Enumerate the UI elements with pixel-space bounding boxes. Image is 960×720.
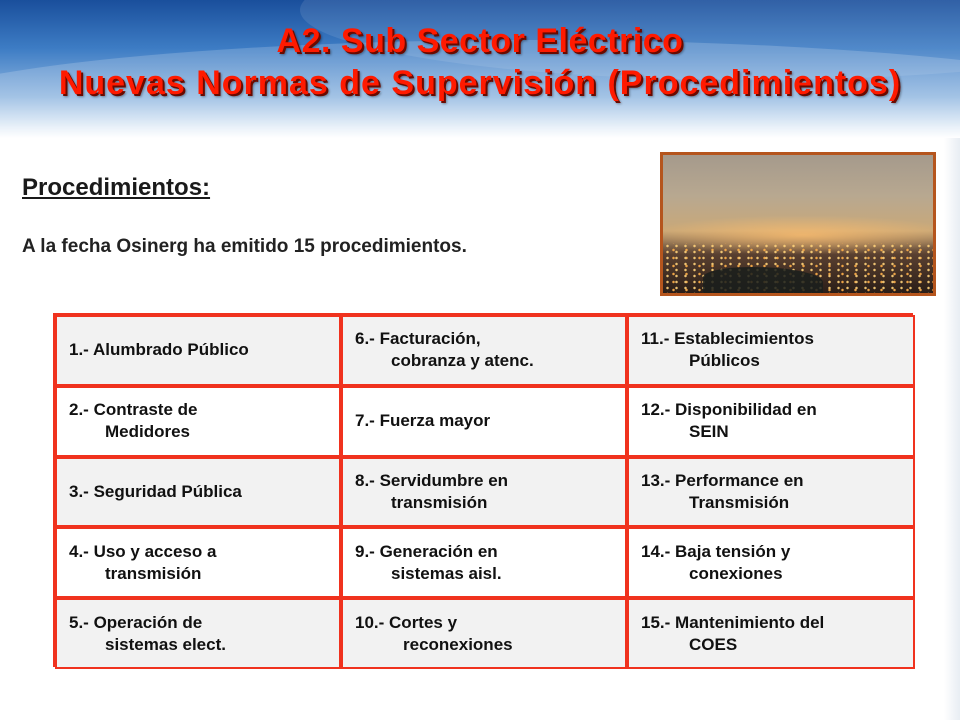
procedure-label-cont: Transmisión <box>689 492 790 512</box>
procedure-cell <box>627 315 915 386</box>
procedure-label: Facturación, <box>379 329 481 349</box>
section-title: Procedimientos: <box>22 174 211 201</box>
procedure-label: Operación de <box>93 612 203 632</box>
slide-title: A2. Sub Sector Eléctrico <box>276 22 684 60</box>
procedure-cell <box>341 315 627 386</box>
procedure-label: Seguridad Pública <box>93 481 242 501</box>
procedure-cell <box>55 598 341 669</box>
intro-text: A la fecha Osinerg ha emitido 15 procedimientos. <box>22 236 467 257</box>
procedure-label-cont: Públicos <box>689 351 760 371</box>
procedure-label-cont: cobranza y atenc. <box>391 351 534 371</box>
procedure-label: Disponibilidad en <box>675 400 817 420</box>
procedure-label: Uso y acceso a <box>93 541 217 561</box>
procedure-label-cont: sistemas aisl. <box>391 563 502 583</box>
procedure-number: 14.- <box>641 541 671 561</box>
procedure-number: 4.- <box>69 541 89 561</box>
procedure-cell <box>55 457 341 528</box>
procedure-number: 12.- <box>641 400 671 420</box>
procedure-cell <box>627 527 915 598</box>
procedure-number: 3.- <box>69 481 89 501</box>
procedure-cell <box>341 386 627 457</box>
procedure-cell <box>55 386 341 457</box>
procedure-label-cont: transmisión <box>391 492 488 512</box>
procedure-label: Alumbrado Público <box>92 340 249 360</box>
procedure-cell <box>341 457 627 528</box>
procedure-number: 13.- <box>641 470 671 490</box>
procedure-label-cont: SEIN <box>689 422 729 442</box>
procedure-label: Establecimientos <box>674 329 814 349</box>
slide-subtitle: Nuevas Normas de Supervisión (Procedimientos) <box>58 64 902 102</box>
procedure-cell <box>627 457 915 528</box>
procedure-number: 5.- <box>69 612 89 632</box>
procedures-table <box>53 313 913 667</box>
procedure-label: Performance en <box>675 470 804 490</box>
procedure-label: Fuerza mayor <box>379 411 491 431</box>
procedure-number: 1.- <box>69 340 89 360</box>
procedure-number: 11.- <box>641 329 670 349</box>
procedure-number: 8.- <box>355 470 375 490</box>
procedure-label-cont: transmisión <box>105 563 202 583</box>
procedure-label-cont: COES <box>689 634 738 654</box>
procedure-label-cont: reconexiones <box>403 634 513 654</box>
procedure-number: 15.- <box>641 612 671 632</box>
procedure-label-cont: Medidores <box>105 422 191 442</box>
procedure-label: Baja tensión y <box>675 541 791 561</box>
procedure-cell <box>341 598 627 669</box>
procedure-number: 6.- <box>355 329 375 349</box>
procedure-number: 10.- <box>355 612 385 632</box>
city-night-photo <box>660 152 936 296</box>
procedure-label: Mantenimiento del <box>675 612 825 632</box>
procedure-label: Cortes y <box>389 612 458 632</box>
procedure-number: 2.- <box>69 400 89 420</box>
procedure-cell <box>55 527 341 598</box>
procedure-label-cont: conexiones <box>689 563 783 583</box>
slide-edge-decoration <box>944 138 960 720</box>
procedure-label: Generación en <box>379 541 498 561</box>
procedure-label: Contraste de <box>93 400 198 420</box>
procedure-cell <box>55 315 341 386</box>
procedure-cell <box>627 386 915 457</box>
procedure-label: Servidumbre en <box>379 470 509 490</box>
procedure-label-cont: sistemas elect. <box>105 634 226 654</box>
procedure-cell <box>341 527 627 598</box>
procedure-cell <box>627 598 915 669</box>
procedure-number: 9.- <box>355 541 375 561</box>
procedure-number: 7.- <box>355 411 375 431</box>
